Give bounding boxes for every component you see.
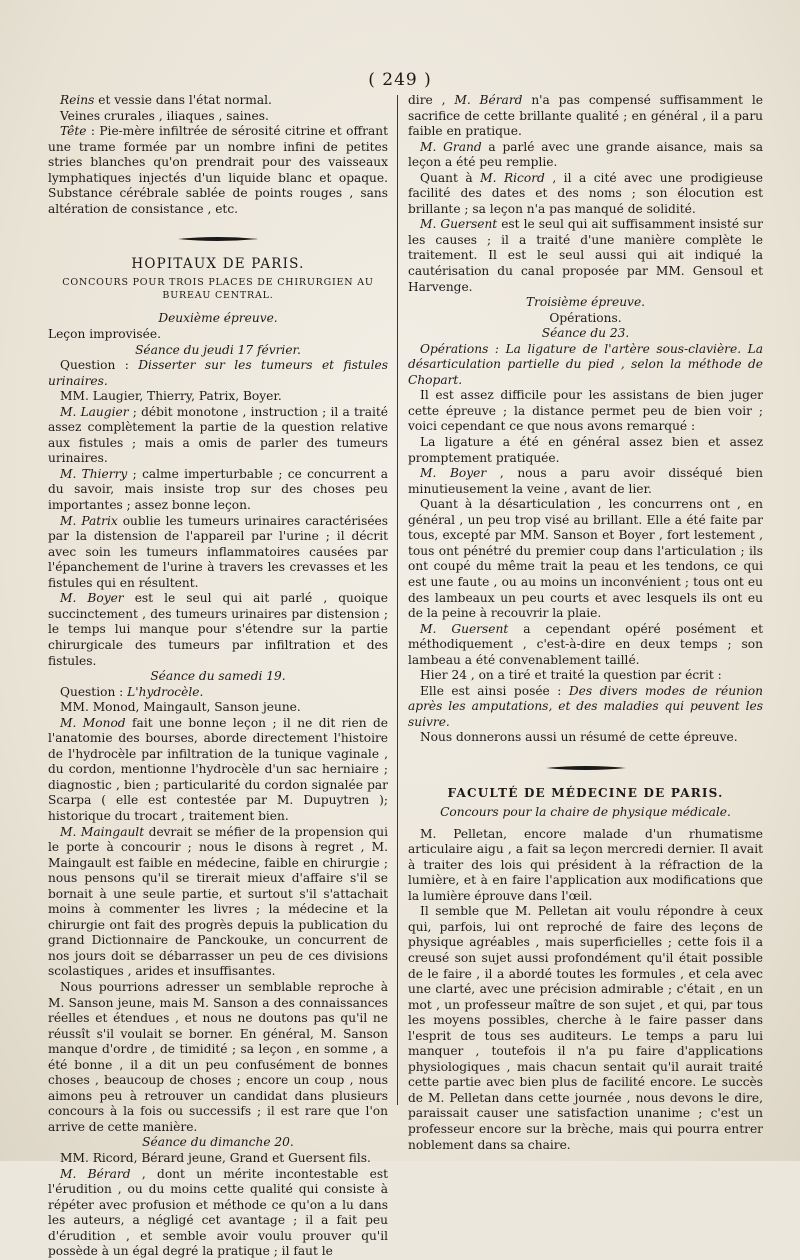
candidates: MM. Monod, Maingault, Sanson jeune. — [60, 700, 301, 715]
paragraph: Il est assez difficile pour les assistans de bien juger cette épreuve ; la distance permet peu de bien voir ; voici cependant ce que nous avons remarqué : — [408, 388, 763, 434]
paragraph: M. Maingault devrait se méfier de la propension qui le porte à concourir ; nous le disons à regret , M. Maingault est faible en médecine, faible en chirurgie ; nous pensons qu'il se tirerait mieux d'affaire s'il se bornait à une seule partie, et surtout s'il s'attachait moins à commenter les livres ; la médecine et la chirurgie ont fait des progrès depuis la publication du grand Dictionnaire de Panckouke, un concurrent de nos jours doit se débarrasser un peu de ces divisions scolastiques , arides et insuffisantes. — [48, 824, 388, 979]
epreuve-title: Troisième épreuve. — [525, 295, 646, 310]
left-column — [48, 93, 388, 1260]
right-column — [408, 93, 763, 1153]
section-divider — [48, 231, 388, 247]
concours-title: Concours pour la chaire de physique médicale. — [440, 805, 731, 820]
seance-date: Séance du dimanche 20. — [142, 1135, 294, 1150]
section-divider — [408, 760, 763, 776]
question: Question : L'hydrocèle. — [60, 684, 204, 699]
paragraph: M. Guersent est le seul qui ait suffisamment insisté sur les causes ; il a traité d'une manière complète le traitement. Il est le seul aussi qui ait indiqué la cautérisation du canal proposée par MM. Gensoul et Harvenge. — [408, 217, 763, 294]
paragraph: Veines crurales , iliaques , saines. — [60, 108, 269, 123]
lecon-label: Leçon improvisée. — [48, 327, 161, 342]
paragraph: M. Pelletan, encore malade d'un rhumatisme articulaire aigu , a fait sa leçon mercredi dernier. Il avait à traiter des lois qui président à la réfraction de la lumière, et à en faire l'application aux modifications que la lumière éprouve dans l'œil. — [408, 826, 763, 903]
paragraph: dire , M. Bérard n'a pas compensé suffisamment le sacrifice de cette brillante qualité ; en général , il a paru faible en pratique. — [408, 93, 763, 139]
paragraph: La ligature a été en général assez bien et assez promptement pratiquée. — [408, 435, 763, 465]
paragraph: M. Bérard , dont un mérite incontestable est l'érudition , ou du moins cette qualité qui consiste à répéter avec profusion et méthode ce qu'on a lu dans les auteurs, a négligé cet avantage ; il a fait peu d'érudition , et semble avoir voulu prouver qu'il possède à un égal degré la pratique ; il faut le — [48, 1166, 388, 1259]
paragraph: Hier 24 , on a tiré et traité la question par écrit : — [420, 668, 722, 683]
seance-date: Séance du 23. — [541, 326, 630, 341]
question: Question : Disserter sur les tumeurs et fistules urinaires. — [48, 358, 388, 388]
paragraph: Nous pourrions adresser un semblable reproche à M. Sanson jeune, mais M. Sanson a des connaissances réelles et étendues , et nous ne doutons pas qu'il ne réussît s'il voulait se borner. En général, M. Sanson manque d'ordre , de timidité ; sa leçon , en somme , a été bonne , il a dit un peu confusément de bonnes choses , beaucoup de choses ; encore un coup , nous aimons peu à retrouver un candidat dans plusieurs concours à la fois ou successifs ; il est rare que l'on arrive de cette manière. — [48, 979, 388, 1134]
paragraph: Quant à la désarticulation , les concurrens ont , en général , un peu trop visé au brillant. Elle a été faite par tous, excepté par MM. Sanson et Boyer , fort lestement , tous ont pénétré du premier coup dans l'articulation ; ils ont coupé du même trait la peau et les tendons, ce qui est une faute , ou au moins un inconvénient ; tous ont eu des lambeaux un peu courts et avec lesquels ils ont eu de la peine à recouvrir la plaie. — [408, 497, 763, 621]
paragraph: Quant à M. Ricord , il a cité avec une prodigieuse facilité des dates et des noms ; son élocution est brillante ; sa leçon n'a pas manqué de solidité. — [408, 170, 764, 216]
paragraph: M. Thierry ; calme imperturbable ; ce concurrent a du savoir, mais insiste trop sur des choses peu importantes ; assez bonne leçon. — [48, 466, 388, 513]
paragraph: M. Monod fait une bonne leçon ; il ne dit rien de l'anatomie des bourses, aborde directement l'histoire de l'hydrocèle par infiltration de la tunique vaginale , du cordon, mentionne l'hydrocèle d'un sac herniaire ; diagnostic , bien ; particularité du cordon signalée par Scarpa ( elle est contestée par M. Dupuytren ); historique du trocart , traitement bien. — [48, 715, 388, 823]
operations-title: Opérations. — [549, 310, 622, 325]
section-heading: FACULTÉ DE MÉDECINE DE PARIS. — [447, 785, 724, 800]
section-subheading: CONCOURS POUR TROIS PLACES DE CHIRURGIEN AU BUREAU CENTRAL. — [62, 277, 374, 302]
paragraph: Nous donnerons aussi un résumé de cette épreuve. — [420, 730, 738, 745]
paragraph: M. Guersent a cependant opéré posément et méthodiquement , c'est-à-dire en deux temps ; son lambeau a été convenablement taillé. — [408, 621, 763, 667]
question: Opérations : La ligature de l'artère sous-clavière. La désarticulation partielle du pied , selon la méthode de Chopart. — [408, 341, 763, 387]
paragraph: M. Grand a parlé avec une grande aisance, mais sa leçon a été peu remplie. — [408, 139, 763, 170]
candidates: MM. Laugier, Thierry, Patrix, Boyer. — [60, 389, 282, 404]
paragraph: M. Boyer est le seul qui ait parlé , quoique succinctement , des tumeurs urinaires par distension ; le temps lui manque pour s'étendre sur la partie chirurgicale des tumeurs par infiltration et des fistules. — [48, 591, 389, 668]
seance-date: Séance du jeudi 17 février. — [135, 342, 301, 357]
candidates: MM. Ricord, Bérard jeune, Grand et Guersent fils. — [60, 1151, 371, 1165]
paragraph: M. Patrix oublie les tumeurs urinaires caractérisées par la distension de l'appareil par l'urine ; il décrit avec soin les tumeurs inflammatoires causées par l'épanchement de l'urine à travers les crevasses et les fistules qui en résultent. — [48, 513, 388, 590]
page-number: ( 249 ) — [368, 70, 432, 90]
paragraph: M. Boyer , nous a paru avoir disséqué bien minutieusement la veine , avant de lier. — [408, 466, 763, 496]
epreuve-title: Deuxième épreuve. — [158, 311, 278, 326]
paragraph: Tête : Pie-mère infiltrée de sérosité citrine et offrant une trame formée par un nombre infini de petites stries blanches qu'on prendrait pour des vaisseaux lymphatiques injectés d'un liquide blanc et opaque. Substance cérébrale sablée de points rouges , sans altération de consistance , etc. — [48, 124, 388, 216]
paragraph: Reins et vessie dans l'état normal. — [60, 93, 272, 107]
paragraph: Elle est ainsi posée : Des divers modes de réunion après les amputations, et des maladies qui peuvent les suivre. — [408, 683, 763, 729]
paragraph: Il semble que M. Pelletan ait voulu répondre à ceux qui, parfois, lui ont reproché de faire des leçons de physique agréables , mais superficielles ; cette fois il a creusé son sujet aussi profondément qu'il était possible de le faire , il a abordé toutes les formules , et cela avec une clarté, avec une précision admirable ; c'était , en un mot , un professeur maître de son sujet , et qui, par tous les moyens possibles, cherche à le faire passer dans l'esprit de tous ses auditeurs. Le temps a paru lui manquer , toutefois il n'a pu faire d'applications physiologiques , mais chacun sentait qu'il aurait traité cette partie avec bien plus de facilité encore. Le succès de M. Pelletan dans cette journée , nous devons le dire, paraissait causer une satisfaction unanime ; c'est un professeur encore sur la brèche, mais qui pourra entrer noblement dans sa chaire. — [408, 904, 763, 1152]
section-heading: HOPITAUX DE PARIS. — [131, 255, 305, 272]
seance-date: Séance du samedi 19. — [150, 669, 286, 684]
paragraph: M. Laugier ; débit monotone , instruction ; il a traité assez complètement la partie de la question relative aux fistules ; mais a omis de parler des tumeurs urinaires. — [48, 404, 388, 466]
column-rule — [397, 95, 398, 1105]
